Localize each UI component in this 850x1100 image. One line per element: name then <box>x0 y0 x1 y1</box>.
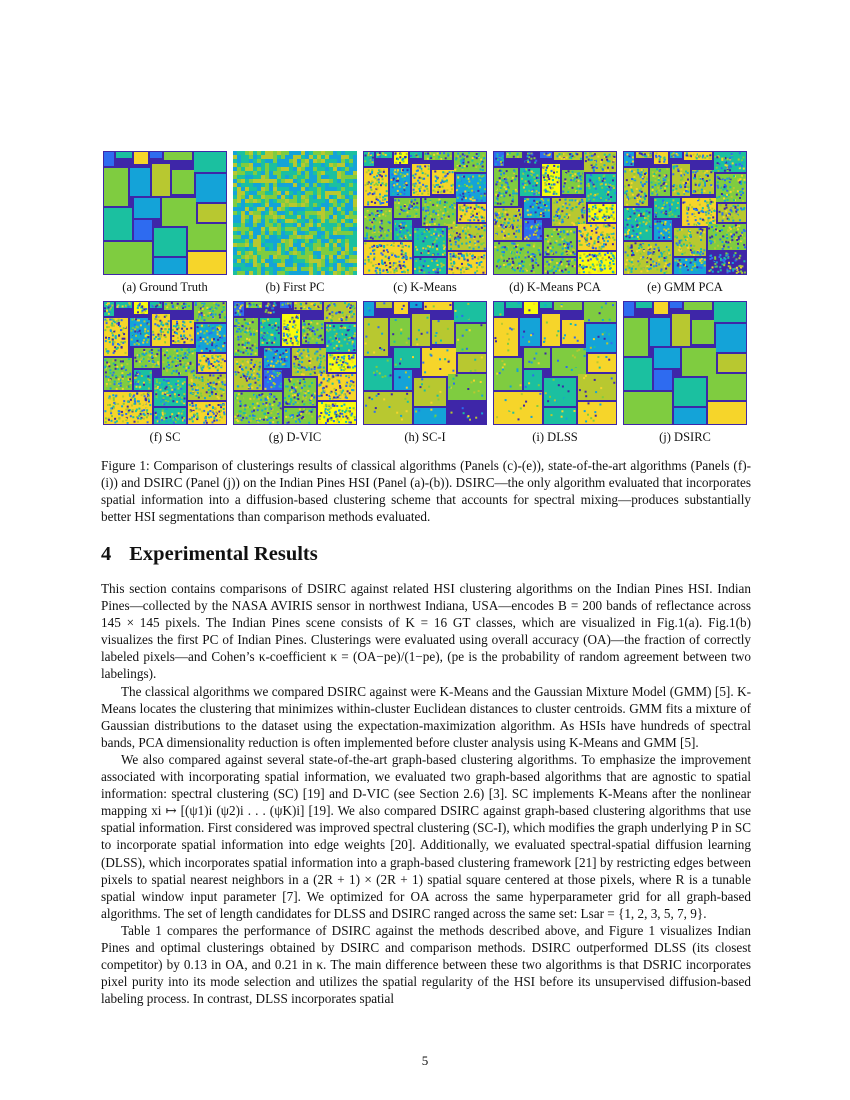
panel-row-1 <box>103 151 748 295</box>
panel-caption: (b) First PC <box>265 280 325 294</box>
panel-image-ground-truth <box>103 151 227 275</box>
panel-row-2 <box>103 301 748 445</box>
paragraph: This section contains comparisons of DSIRC against related HSI clustering algorithms on the Indian Pines HSI. Indian Pines—collected by the NASA AVIRIS sensor in northwest Indiana, USA—encodes B = 200 bands of reflectance across 145 × 145 pixels. The Indian Pines scene consists of K = 16 GT classes, which are visualized in Fig.1(a). Fig.1(b) visualizes the first PC of Indian Pines. Clusterings were evaluated using overall accuracy (OA)—the fraction of correctly labeled pixels—and Cohen’s κ-coefficient κ = (OA−pe)/(1−pe), (pe is the probability of random agreement between two labelings). <box>101 581 751 682</box>
panel-caption: (h) SC-I <box>404 430 446 444</box>
figure-panels <box>103 151 748 445</box>
panel-image-sc-i <box>363 301 487 425</box>
section-title: Experimental Results <box>129 543 318 565</box>
panel-caption: (f) SC <box>149 430 181 444</box>
paragraph: The classical algorithms we compared DSIRC against were K-Means and the Gaussian Mixture Model (GMM) [5]. K-Means locates the clustering that minimizes within-cluster Euclidean distances to cluster centroids. GMM fits a mixture of Gaussian distributions to the dataset using the expectation-maximization algorithm. As HSIs have hundreds of spectral bands, PCA dimensionality reduction is often implemented before cluster analysis using K-Means and GMM [5]. <box>101 683 751 750</box>
figure-caption: Figure 1: Comparison of clusterings results of classical algorithms (Panels (c)-(e)), state-of-the-art algorithms (Panels (f)-(i)) and DSIRC (Panel (j)) on the Indian Pines HSI (Panel (a)-(b)). DSIRC—the only algorithm evaluated that incorporates spatial information into a diffusion-based clustering scheme that accounts for spectral mixing—produces substantially better HSI segmentations than comparison methods evaluated. <box>101 458 751 524</box>
panel-image-dlss <box>493 301 617 425</box>
panel-dlss <box>493 301 617 445</box>
panel-ground-truth <box>103 151 227 295</box>
panel-image-sc <box>103 301 227 425</box>
paragraph: We also compared against several state-of-the-art graph-based clustering algorithms. To emphasize the improvement associated with incorporating spatial information, we evaluated two graph-based algorithms that are agnostic to spatial information: spectral clustering (SC) [19] and D-VIC (see Section 2.6) [3]. SC implements K-Means after the nonlinear mapping xi ↦ [(ψ1)i (ψ2)i . . . (ψK)i] [19]. We also compared DSIRC against graph-based clustering algorithms that use spatial information. First considered was improved spectral clustering (SC-I), which modifies the graph underlying P in SC to incorporate spatial information into edge weights [20]. Additionally, we evaluated spectral-spatial diffusion learning (DLSS), which incorporates spatial information into a graph-based clustering framework [21] by restricting edges between pixels to spatial nearest neighbors in a (2R + 1) × (2R + 1) spatial square centered at those pixels, where R is a tunable spatial window input parameter [7]. We optimized for OA across the same hyperparameter grid for all graph-based algorithms. The set of length candidates for DLSS and DSIRC ranged across the same set: Lsar = {1, 2, 3, 5, 7, 9}. <box>101 751 751 921</box>
section-heading <box>101 543 318 566</box>
panel-d-vic <box>233 301 357 445</box>
body-text <box>101 580 751 1007</box>
panel-sc-i <box>363 301 487 445</box>
panel-kmeans-pca <box>493 151 617 295</box>
panel-caption: (i) DLSS <box>532 430 578 444</box>
page-number: 5 <box>421 1053 429 1068</box>
panel-image-dsirc <box>623 301 747 425</box>
panel-sc <box>103 301 227 445</box>
panel-caption: (d) K-Means PCA <box>509 280 601 294</box>
panel-caption: (a) Ground Truth <box>122 280 208 294</box>
panel-image-d-vic <box>233 301 357 425</box>
panel-first-pc <box>233 151 357 295</box>
panel-image-gmm-pca <box>623 151 747 275</box>
paragraph: Table 1 compares the performance of DSIRC against the methods described above, and Figure 1 visualizes Indian Pines and optimal clusterings obtained by DSIRC and comparison methods. DSIRC outperformed DLSS (its closest competitor) by 0.13 in OA, and 0.21 in κ. The main difference between these two algorithms is that DSRIC incorporates pixel purity into its mode selection and utilizes the spatial regularity of the HSI before its unsupervised diffusion-based labeling process. In contrast, DLSS incorporates spatial <box>101 922 751 1007</box>
panel-caption: (c) K-Means <box>393 280 457 294</box>
panel-dsirc <box>623 301 747 445</box>
panel-image-first-pc <box>233 151 357 275</box>
panel-caption: (g) D-VIC <box>268 430 322 444</box>
section-number: 4 <box>101 543 112 565</box>
panel-image-kmeans-pca <box>493 151 617 275</box>
panel-caption: (e) GMM PCA <box>647 280 723 294</box>
panel-image-kmeans <box>363 151 487 275</box>
panel-caption: (j) DSIRC <box>659 430 711 444</box>
panel-kmeans <box>363 151 487 295</box>
panel-gmm-pca <box>623 151 747 295</box>
